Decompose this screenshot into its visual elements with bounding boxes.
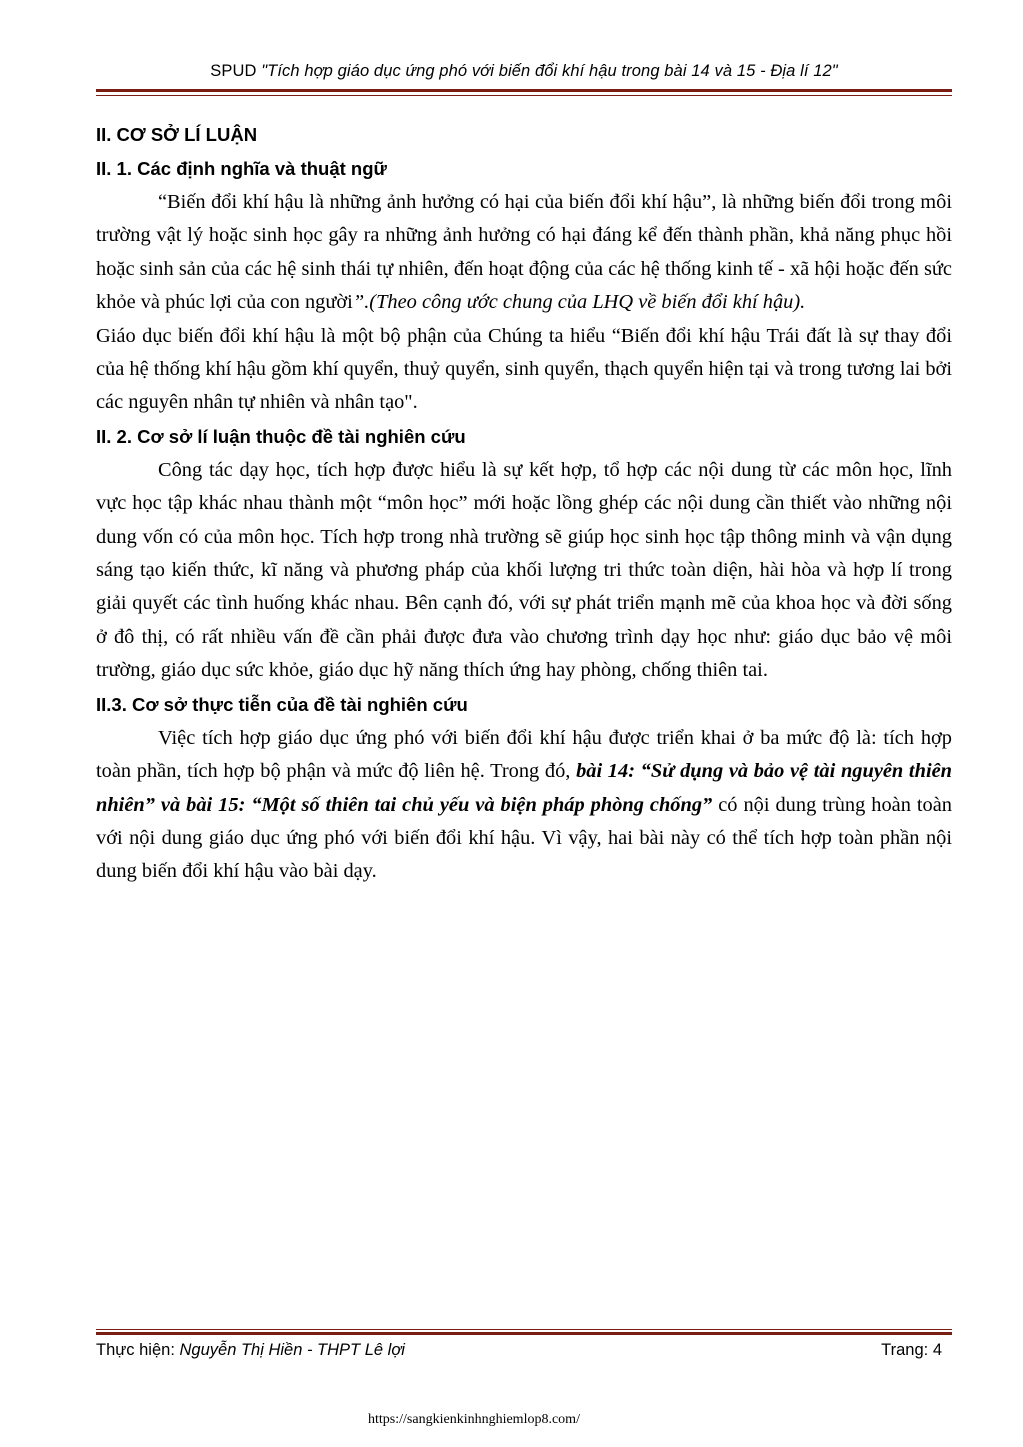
subsection-heading-2: II. 2. Cơ sở lí luận thuộc đề tài nghiên cứu <box>96 425 466 447</box>
subsection-heading-1: II. 1. Các định nghĩa và thuật ngữ <box>96 158 387 179</box>
footer-author-block <box>96 1341 405 1360</box>
page-footer <box>96 1341 952 1365</box>
header-rule-thick <box>96 89 952 92</box>
footer-author-label: Thực hiện: <box>96 1341 180 1359</box>
definition-citation: ”.(Theo công ước chung của LHQ về biến đổi khí hậu). <box>352 291 806 314</box>
definition-text: “Biến đổi khí hậu là những ảnh hưởng có hại của biến đổi khí hậu”, là những biến đổi trong môi trường vật lý hoặc sinh học gây ra những ảnh hưởng có hại đáng kể đến thành phần, khả năng phục hồi hoặc sinh sản của các hệ sinh thái tự nhiên, đến hoạt động của các hệ thống kinh tế - xã hội hoặc đến sức khỏe và phúc lợi của con người <box>96 191 952 314</box>
footer-rule-thin <box>96 1329 952 1330</box>
header-rule-thin <box>96 95 952 96</box>
source-url[interactable]: https://sangkienkinhnghiemlop8.com/ <box>368 1412 580 1427</box>
practice-paragraph <box>96 722 952 889</box>
header-title: "Tích hợp giáo dục ứng phó với biến đổi khí hậu trong bài 14 và 15 - Địa lí 12" <box>261 62 838 80</box>
education-paragraph: Giáo dục biến đổi khí hậu là một bộ phận của Chúng ta hiểu “Biến đổi khí hậu Trái đất là sự thay đổi của hệ thống khí hậu gồm khí quyển, thuỷ quyển, sinh quyển, thạch quyển hiện tại và trong tương lai bởi các nguyên nhân tự nhiên và nhân tạo". <box>96 324 952 414</box>
practice-lesson-titles: bài 14: “Sử dụng và bảo vệ tài nguyên thiên nhiên” và bài 15: “Một số thiên tai chủ yếu và biện pháp phòng chống” <box>96 760 952 816</box>
footer-rule-thick <box>96 1332 952 1335</box>
footer-page-number: Trang: 4 <box>881 1341 942 1359</box>
footer-author: Nguyễn Thị Hiền - THPT Lê lợi <box>179 1341 405 1359</box>
practice-text-before: Việc tích hợp giáo dục ứng phó với biến đổi khí hậu được triển khai ở ba mức độ là: tích hợp toàn phần, tích hợp bộ phận và mức độ liên hệ. Trong đó, <box>96 726 952 783</box>
page-body <box>96 118 952 889</box>
header-prefix: SPUD <box>210 62 262 80</box>
practice-text-after: có nội dung trùng hoàn toàn với nội dung giáo dục ứng phó với biến đổi khí hậu. Vì vậy, hai bài này có thể tích hợp toàn phần nội dung biến đổi khí hậu vào bài dạy. <box>96 793 952 883</box>
section-heading: II. CƠ SỞ LÍ LUẬN <box>96 124 258 145</box>
definition-paragraph <box>96 186 952 320</box>
subsection-heading-3: II.3. Cơ sở thực tiễn của đề tài nghiên cứu <box>96 693 468 715</box>
page-header <box>96 62 952 81</box>
theory-paragraph: Công tác dạy học, tích hợp được hiểu là sự kết hợp, tổ hợp các nội dung từ các môn học, lĩnh vực học tập khác nhau thành một “môn học” mới hoặc lồng ghép các nội dung cần thiết vào những nội dung vốn có của môn học. Tích hợp trong nhà trường sẽ giúp học sinh học tập thông minh và vận dụng sáng tạo kiến thức, kĩ năng và phương pháp của khối lượng tri thức toàn diện, hài hòa và hợp lí trong giải quyết các tình huống khác nhau. Bên cạnh đó, với sự phát triển mạnh mẽ của khoa học và đời sống ở đô thị, có rất nhiều vấn đề cần phải được đưa vào chương trình dạy học như: giáo dục bảo vệ môi trường, giáo dục sức khỏe, giáo dục hỹ năng thích ứng hay phòng, chống thiên tai. <box>96 458 952 682</box>
